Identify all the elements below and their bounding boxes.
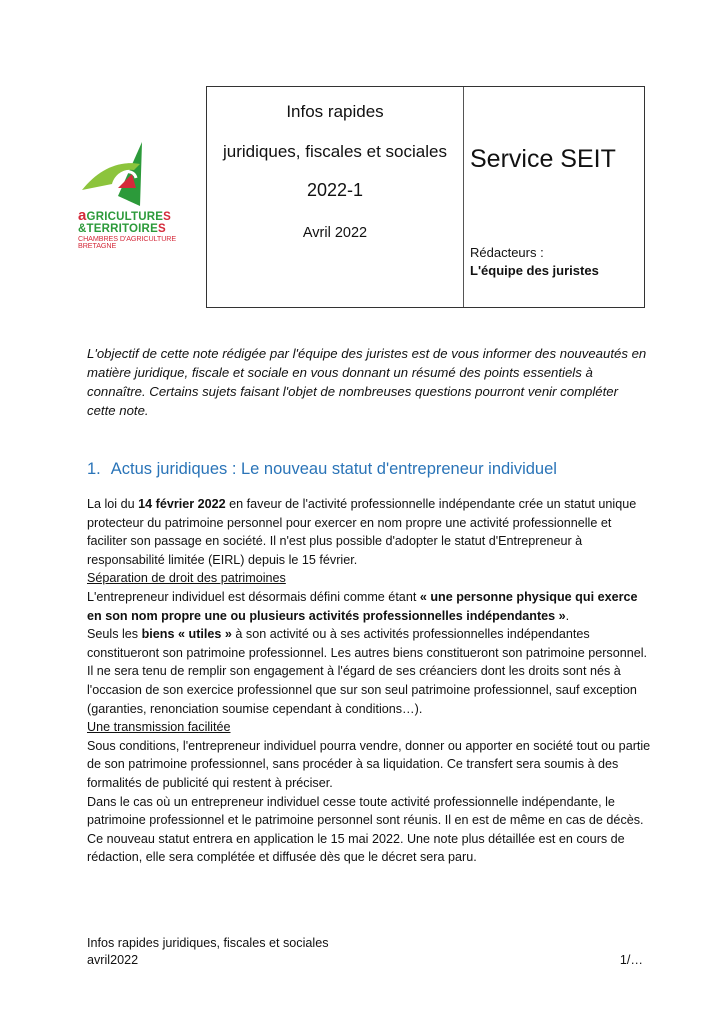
authors-value: L'équipe des juristes — [470, 263, 599, 278]
footer-title: Infos rapides juridiques, fiscales et sociales — [87, 936, 329, 950]
document-title-line1: Infos rapides — [286, 102, 384, 121]
footer-date: avril2022 — [87, 953, 139, 967]
section-heading — [87, 460, 557, 479]
paragraph: Sous conditions, l'entrepreneur individuel pourra vendre, donner ou apporter en société tout ou partie de son patrimoine professionnel, sans procéder à sa liquidation. Ce transfert sera soumis à des formalités de publicité qui restent à préciser. — [87, 738, 651, 790]
paragraph: Seuls les biens « utiles » à son activité ou à ses activités professionnelles indépendantes constitueront son patrimoine professionnel. Les autres biens constitueront son patrimoine personnel. — [87, 627, 648, 660]
subheading-transmission: Une transmission facilitée — [87, 720, 231, 735]
logo-line-agricultures: aGRICULTURES — [78, 207, 171, 224]
intro-paragraph: L'objectif de cette note rédigée par l'équipe des juristes est de vous informer des nouveautés en matière juridique, fiscale et sociale en vous donnant un résumé des points essentiels à connaître. Certains sujets faisant l'objet de nombreuses questions pourront venir compléter cette note. — [87, 346, 647, 418]
authors-label: Rédacteurs : — [470, 245, 544, 260]
page-footer — [87, 935, 643, 969]
document-title-line2: juridiques, fiscales et sociales — [223, 142, 447, 161]
paragraph: Dans le cas où un entrepreneur individuel cesse toute activité professionnelle indépendante, le patrimoine professionnel et le patrimoine personnel sont réunis. Il en est de même en cas de décès. — [87, 794, 644, 828]
paragraph: Il ne sera tenu de remplir son engagement à l'égard de ses créanciers dont les droits sont nés à l'occasion de son exercice professionnel que sur son seul patrimoine professionnel, sauf exception (garanties, renonciation soumise cependant à conditions…). — [87, 664, 637, 716]
logo-line-chambres: CHAMBRES D'AGRICULTURE — [78, 234, 177, 243]
chambres-agriculture-logo — [78, 140, 198, 250]
header-title-cell — [207, 87, 464, 307]
paragraph: Ce nouveau statut entrera en application le 15 mai 2022. Une note plus détaillée est en cours de rédaction, elle sera complétée et diffusée dès que le décret sera paru. — [87, 831, 625, 865]
logo-emblem-icon — [78, 140, 158, 208]
logo-text — [78, 208, 176, 249]
header-table — [206, 86, 645, 308]
paragraph: L'entrepreneur individuel est désormais défini comme étant « une personne physique qui exerce en son nom propre une ou plusieurs activités professionnelles indépendantes ». — [87, 589, 638, 623]
page-number: 1/… — [619, 953, 643, 967]
section-title: Actus juridiques : Le nouveau statut d'entrepreneur individuel — [110, 460, 557, 478]
subheading-separation: Séparation de droit des patrimoines — [87, 571, 286, 586]
header-service-cell — [464, 87, 644, 307]
issue-date: Avril 2022 — [302, 225, 368, 241]
service-name: Service SEIT — [470, 145, 616, 173]
logo-line-territoires: &TERRITOIRES — [78, 222, 166, 235]
section-body — [87, 495, 652, 867]
issue-number: 2022-1 — [306, 180, 364, 200]
logo-line-bretagne: BRETAGNE — [78, 241, 117, 251]
paragraph: La loi du 14 février 2022 en faveur de l'activité professionnelle indépendante crée un statut unique protecteur du patrimoine personnel pour exercer en nom propre une activité professionnelle et faciliter son passage en société. Il n'est plus possible d'adopter le statut d'Entrepreneur à responsabilité limitée (EIRL) depuis le 15 février. — [87, 497, 637, 567]
section-number: 1. — [87, 460, 101, 478]
